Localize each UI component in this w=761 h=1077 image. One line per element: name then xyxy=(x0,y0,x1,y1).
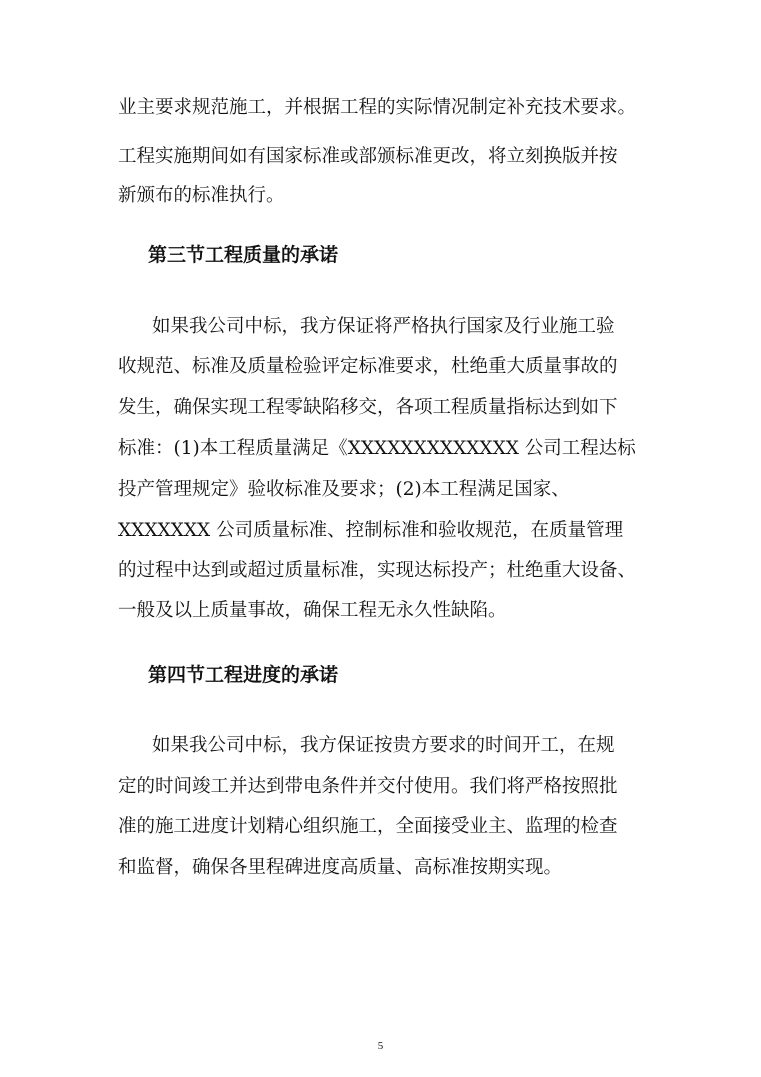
page-number: 5 xyxy=(377,1040,384,1052)
text-line: 收规范、标准及质量检验评定标准要求，杜绝重大质量事故的 xyxy=(118,356,618,377)
text-line: 如果我公司中标，我方保证按贵方要求的时间开工，在规 xyxy=(152,735,615,756)
text-line: 的过程中达到或超过质量标准，实现达标投产；杜绝重大设备、 xyxy=(118,560,637,581)
text-line: 定的时间竣工并达到带电条件并交付使用。我们将严格按照批 xyxy=(118,776,618,797)
text-line: 工程实施期间如有国家标准或部颁标准更改，将立刻换版并按 xyxy=(118,146,618,167)
text-line: 准的施工进度计划精心组织施工，全面接受业主、监理的检查 xyxy=(118,816,618,837)
text-line: 如果我公司中标，我方保证将严格执行国家及行业施工验 xyxy=(152,316,615,337)
text-line: 标准：(1)本工程质量满足《XXXXXXXXXXXXX 公司工程达标 xyxy=(118,438,636,459)
section-heading-schedule: 第四节工程进度的承诺 xyxy=(148,664,339,686)
text-line: XXXXXXX 公司质量标准、控制标准和验收规范，在质量管理 xyxy=(118,520,624,541)
text-line: 和监督，确保各里程碑进度高质量、高标准按期实现。 xyxy=(118,857,563,878)
text-line: 一般及以上质量事故，确保工程无永久性缺陷。 xyxy=(118,600,507,621)
text-line: 新颁布的标准执行。 xyxy=(118,185,285,206)
text-line: 业主要求规范施工，并根据工程的实际情况制定补充技术要求。 xyxy=(118,97,637,118)
text-line: 投产管理规定》验收标准及要求；(2)本工程满足国家、 xyxy=(118,479,570,500)
text-line: 发生，确保实现工程零缺陷移交，各项工程质量指标达到如下 xyxy=(118,397,618,418)
section-heading-quality: 第三节工程质量的承诺 xyxy=(148,244,339,266)
